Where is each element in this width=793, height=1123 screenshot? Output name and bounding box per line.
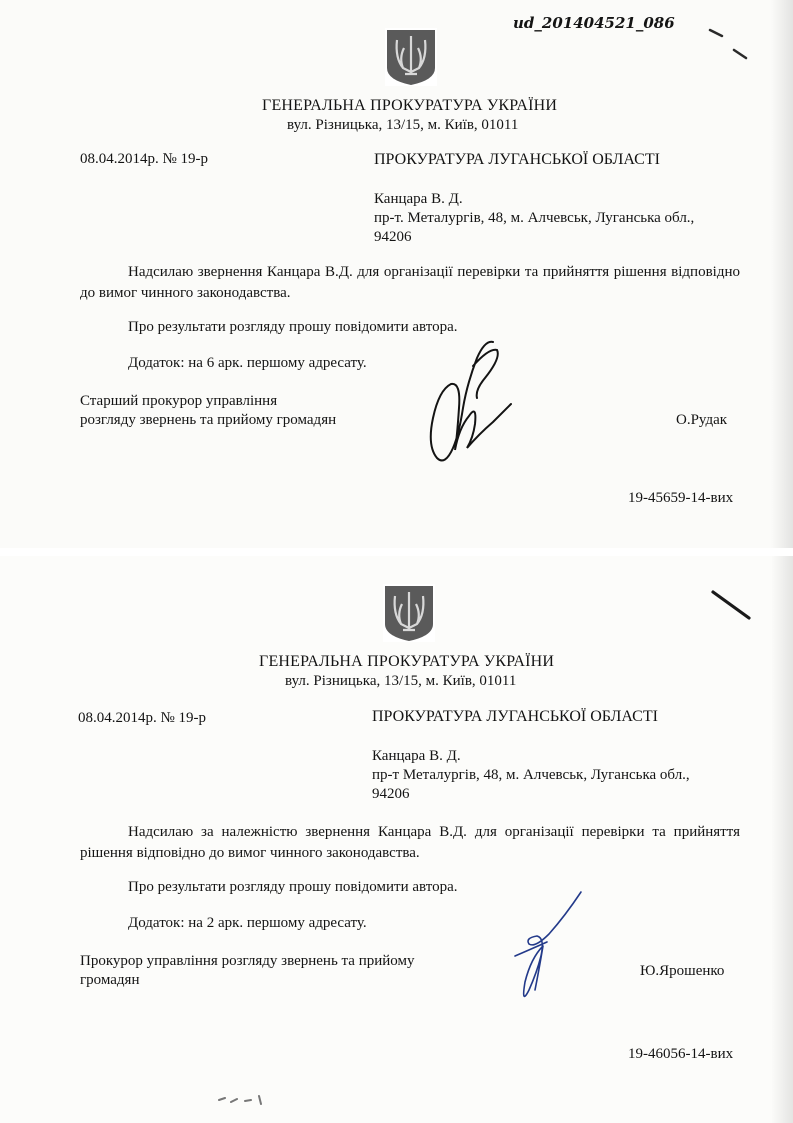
organization-name: ГЕНЕРАЛЬНА ПРОКУРАТУРА УКРАЇНИ — [262, 97, 558, 114]
date-number: 08.04.2014р. № 19-р — [78, 710, 207, 726]
page-edge-shadow — [771, 556, 793, 1123]
addressee-postcode: 94206 — [372, 786, 410, 802]
page-edge-shadow — [771, 0, 793, 548]
trident-emblem-icon — [385, 28, 437, 86]
addressee-postcode: 94206 — [374, 229, 412, 245]
handwritten-signature — [415, 338, 525, 478]
recipient-org: ПРОКУРАТУРА ЛУГАНСЬКОЇ ОБЛАСТІ — [372, 708, 658, 725]
request-paragraph: Про результати розгляду прошу повідомити автора. — [128, 319, 458, 335]
signer-title: Старший прокурор управління — [80, 393, 278, 409]
trident-emblem-icon — [383, 584, 435, 642]
outgoing-number: 19-45659-14-вих — [628, 490, 734, 506]
sheet-gap — [0, 548, 793, 556]
addressee-name: Канцара В. Д. — [372, 748, 461, 764]
scan-smudge-icon — [215, 1090, 275, 1110]
organization-address: вул. Різницька, 13/15, м. Київ, 01011 — [287, 117, 519, 133]
letter-sheet-top — [0, 0, 793, 548]
addressee-address: пр-т. Металургів, 48, м. Алчевськ, Луганська обл., — [374, 210, 695, 226]
organization-address: вул. Різницька, 13/15, м. Київ, 01011 — [285, 673, 517, 689]
attachment-note: Додаток: на 2 арк. першому адресату. — [128, 915, 367, 931]
body-paragraph: Надсилаю за належністю звернення Канцара В.Д. для організації перевірки та прийняття рішення відповідно до вимог чинного законодавства. — [80, 824, 740, 861]
signer-name: Ю.Ярошенко — [640, 963, 725, 979]
organization-name: ГЕНЕРАЛЬНА ПРОКУРАТУРА УКРАЇНИ — [259, 653, 555, 670]
request-paragraph: Про результати розгляду прошу повідомити автора. — [128, 879, 458, 895]
document-id: ud_201404521_086 — [513, 14, 675, 32]
letter-sheet-bottom — [0, 556, 793, 1123]
handwritten-signature — [485, 886, 595, 1016]
body-paragraph: Надсилаю звернення Канцара В.Д. для організації перевірки та прийняття рішення відповідно до вимог чинного законодавства. — [80, 264, 740, 301]
attachment-note: Додаток: на 6 арк. першому адресату. — [128, 355, 367, 371]
scan-mark-icon — [705, 586, 755, 626]
scan-mark-icon — [700, 18, 760, 68]
addressee-address: пр-т Металургів, 48, м. Алчевськ, Луганська обл., — [372, 767, 690, 783]
recipient-org: ПРОКУРАТУРА ЛУГАНСЬКОЇ ОБЛАСТІ — [374, 151, 660, 168]
signer-name: О.Рудак — [676, 412, 728, 428]
signer-title: Прокурор управління розгляду звернень та прийому — [80, 953, 415, 969]
signer-title-cont: розгляду звернень та прийому громадян — [80, 412, 337, 428]
date-number: 08.04.2014р. № 19-р — [80, 151, 209, 167]
signer-title-cont: громадян — [80, 972, 140, 988]
outgoing-number: 19-46056-14-вих — [628, 1046, 734, 1062]
addressee-name: Канцара В. Д. — [374, 191, 463, 207]
